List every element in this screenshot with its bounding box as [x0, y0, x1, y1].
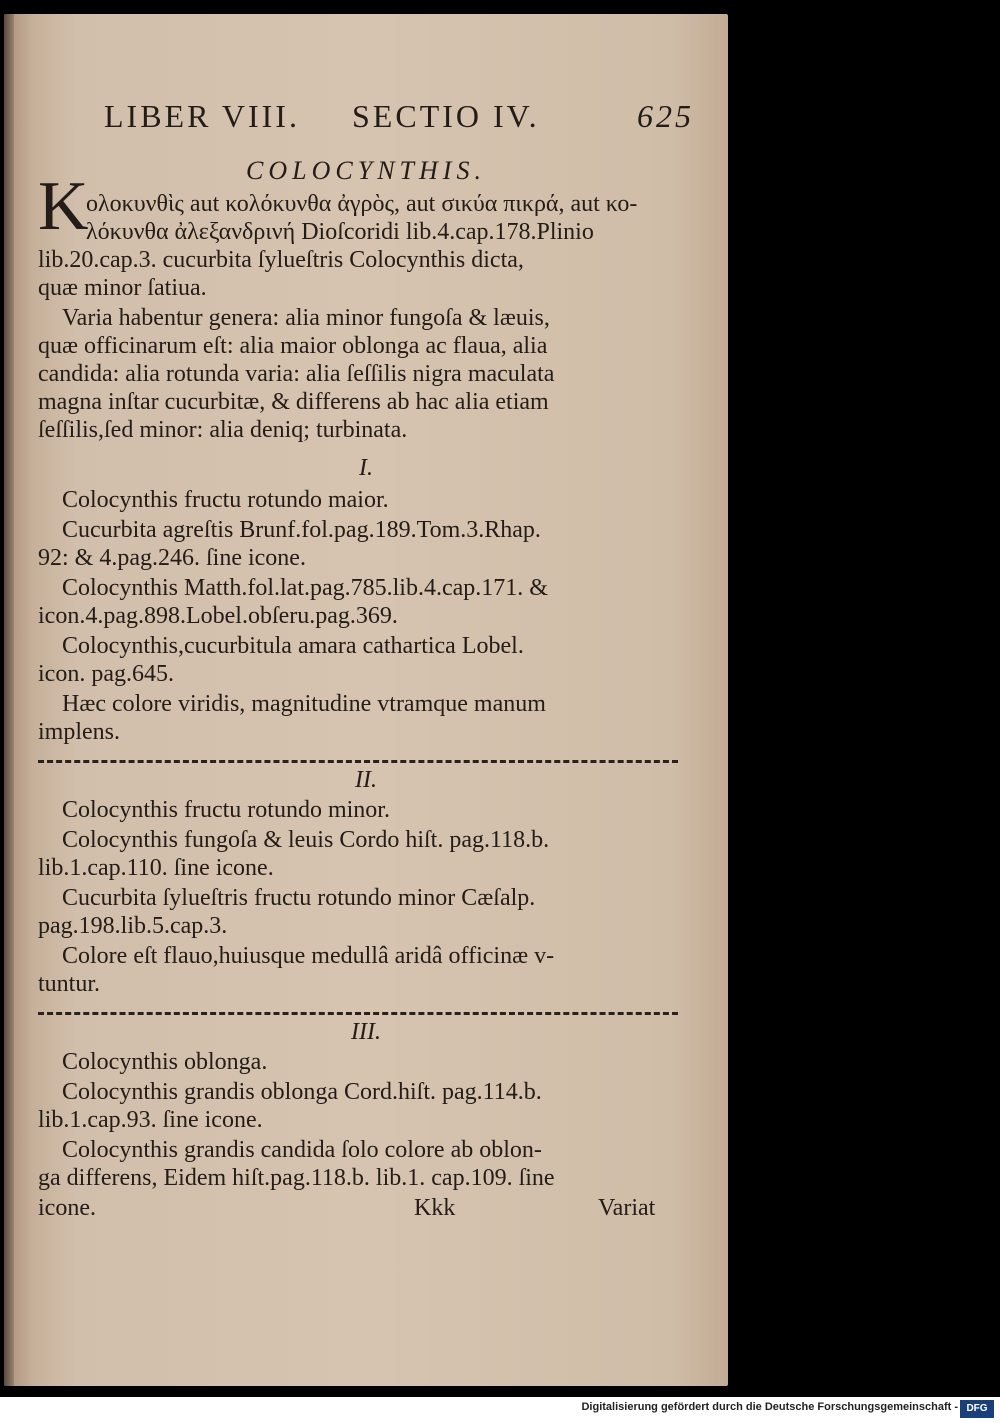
page-number: 625	[637, 98, 694, 134]
genera-line: Varia habentur genera: alia minor fungoſa & læuis,	[62, 305, 550, 331]
section1-line: icon.4.pag.898.Lobel.obſeru.pag.369.	[38, 603, 398, 629]
section2-line: Colocynthis fungoſa & leuis Cordo hiſt. pag.118.b.	[62, 827, 550, 853]
section1-line: Colocynthis fructu rotundo maior.	[62, 487, 389, 513]
section2-line: Colocynthis fructu rotundo minor.	[62, 797, 390, 823]
genera-line: quæ officinarum eſt: alia maior oblonga ac flaua, alia	[38, 333, 548, 359]
footer-strip	[0, 1397, 1000, 1423]
section1-line: implens.	[38, 719, 120, 745]
section3-line: lib.1.cap.93. ſine icone.	[38, 1107, 263, 1133]
section2-line: pag.198.lib.5.cap.3.	[38, 913, 228, 939]
signature-mark: Kkk	[414, 1195, 456, 1221]
section1-line: Cucurbita agreſtis Brunf.fol.pag.189.Tom.3.Rhap.	[62, 517, 541, 543]
section3-line: Colocynthis oblonga.	[62, 1049, 268, 1075]
header-liber: LIBER VIII.	[104, 98, 300, 134]
page-text	[4, 14, 728, 1386]
section2-line: lib.1.cap.110. ſine icone.	[38, 855, 274, 881]
funding-credit: Digitalisierung gefördert durch die Deutsche Forschungsgemeinschaft -	[581, 1401, 958, 1413]
genera-line: candida: alia rotunda varia: alia ſeſſilis nigra maculata	[38, 361, 555, 387]
section3-line: ga differens, Eidem hiſt.pag.118.b. lib.1. cap.109. ſine	[38, 1165, 555, 1191]
section-numeral-1: I.	[359, 455, 373, 481]
chapter-title: COLOCYNTHIS.	[246, 156, 486, 185]
intro-line: ολοκυνθὶς aut κολόκυνθα ἀγρὸς, aut σικύα πικρά, aut κο-	[86, 191, 638, 217]
section2-line: Colore eſt flauo,huiusque medullâ aridâ officinæ v-	[62, 943, 555, 969]
genera-line: magna inſtar cucurbitæ, & differens ab hac alia etiam	[38, 389, 549, 415]
intro-line: quæ minor ſatiua.	[38, 275, 207, 301]
section1-line: Hæc colore viridis, magnitudine vtramque manum	[62, 691, 546, 717]
section3-line: Colocynthis grandis oblonga Cord.hiſt. pag.114.b.	[62, 1079, 542, 1105]
section1-line: icon. pag.645.	[38, 661, 174, 687]
section-numeral-2: II.	[355, 767, 377, 793]
section3-last-left: icone.	[38, 1195, 96, 1221]
section-divider	[38, 760, 678, 763]
section-divider	[38, 1012, 678, 1015]
book-page	[4, 14, 728, 1386]
catchword: Variat	[598, 1195, 656, 1221]
section1-line: Colocynthis,cucurbitula amara cathartica Lobel.	[62, 633, 524, 659]
drop-cap: K	[38, 168, 89, 245]
dfg-logo-icon: DFG	[960, 1400, 994, 1418]
section2-line: Cucurbita ſylueſtris fructu rotundo minor Cæſalp.	[62, 885, 536, 911]
intro-line: λόκυνθα ἀλεξανδρινή Dioſcoridi lib.4.cap.178.Plinio	[86, 219, 594, 245]
header-sectio: SECTIO IV.	[352, 98, 540, 134]
section1-line: Colocynthis Matth.fol.lat.pag.785.lib.4.cap.171. &	[62, 575, 548, 601]
section3-line: Colocynthis grandis candida ſolo colore ab oblon-	[62, 1137, 542, 1163]
genera-line: ſeſſilis,ſed minor: alia deniq; turbinata.	[38, 417, 408, 443]
section2-line: tuntur.	[38, 971, 101, 997]
section1-line: 92: & 4.pag.246. ſine icone.	[38, 545, 306, 571]
intro-line: lib.20.cap.3. cucurbita ſylueſtris Colocynthis dicta,	[38, 247, 524, 273]
section-numeral-3: III.	[351, 1019, 381, 1045]
